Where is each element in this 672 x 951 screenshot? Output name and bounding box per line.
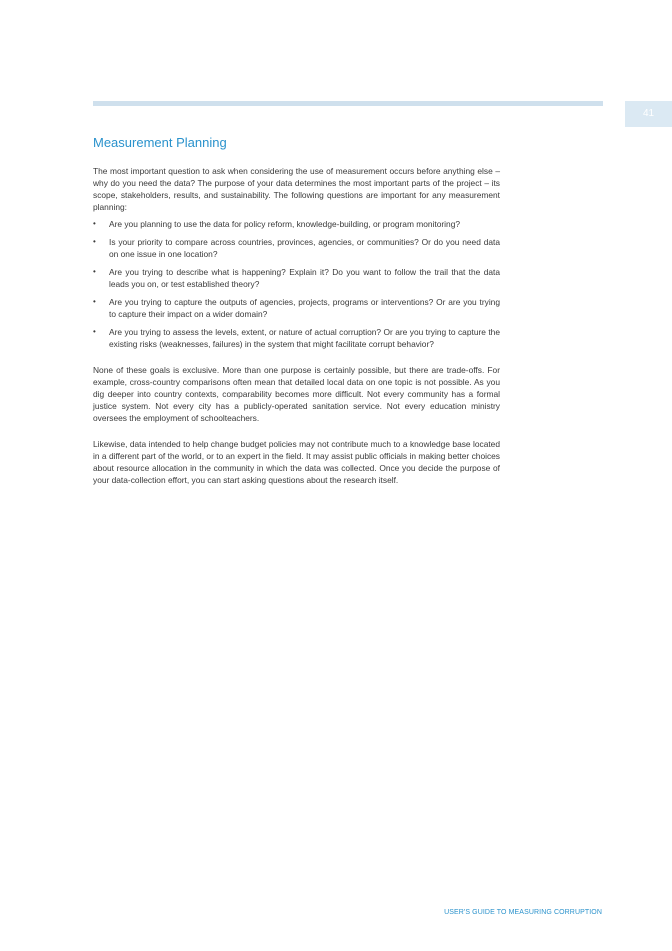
list-item-text: Are you trying to capture the outputs of agencies, projects, programs or interventions? Or are you trying to capture their impact on a wider domain? <box>109 297 500 319</box>
bullet-icon: • <box>93 237 96 246</box>
page-number: 41 <box>625 101 672 127</box>
footer-title: USER'S GUIDE TO MEASURING CORRUPTION <box>444 909 602 916</box>
list-item <box>93 326 500 350</box>
header-rule <box>93 101 603 106</box>
list-item <box>93 236 500 260</box>
goals-paragraph: None of these goals is exclusive. More than one purpose is certainly possible, but there are trade-offs. For example, cross-country comparisons often mean that detailed local data on one topic is not possible. As you dig deeper into country contexts, comparability becomes more difficult. Not every community has a formal justice system. Not every city has a publicly-operated sanitation service. Not every education ministry oversees the employment of schoolteachers. <box>93 365 500 423</box>
bullet-icon: • <box>93 267 96 276</box>
bullet-icon: • <box>93 327 96 336</box>
bullet-icon: • <box>93 297 96 306</box>
list-item-text: Are you trying to assess the levels, extent, or nature of actual corruption? Or are you trying to capture the existing risks (weaknesses, failures) in the system that might facilitate corrupt behavior? <box>109 327 500 349</box>
budget-paragraph: Likewise, data intended to help change budget policies may not contribute much to a knowledge base located in a different part of the world, or to an expert in the field. It may assist public officials in making better choices about resource allocation in the community in which the data was collected. Once you decide the purpose of your data-collection effort, you can start asking questions about the research itself. <box>93 439 500 485</box>
main-content <box>93 135 500 491</box>
list-item <box>93 218 500 230</box>
list-item-text: Are you trying to describe what is happening? Explain it? Do you want to follow the trail that the data leads you on, or test established theory? <box>109 267 500 289</box>
question-list <box>93 218 500 350</box>
list-item-text: Are you planning to use the data for policy reform, knowledge-building, or program monitoring? <box>109 219 461 229</box>
list-item <box>93 266 500 290</box>
bullet-icon: • <box>93 219 96 228</box>
section-title: Measurement Planning <box>93 135 227 150</box>
intro-paragraph: The most important question to ask when considering the use of measurement occurs before anything else – why do you need the data? The purpose of your data determines the most important parts of the project – its scope, stakeholders, results, and sustainability. The following questions are important for any measurement planning: <box>93 166 500 212</box>
list-item-text: Is your priority to compare across countries, provinces, agencies, or communities? Or do you need data on one issue in one location? <box>109 237 500 259</box>
list-item <box>93 296 500 320</box>
